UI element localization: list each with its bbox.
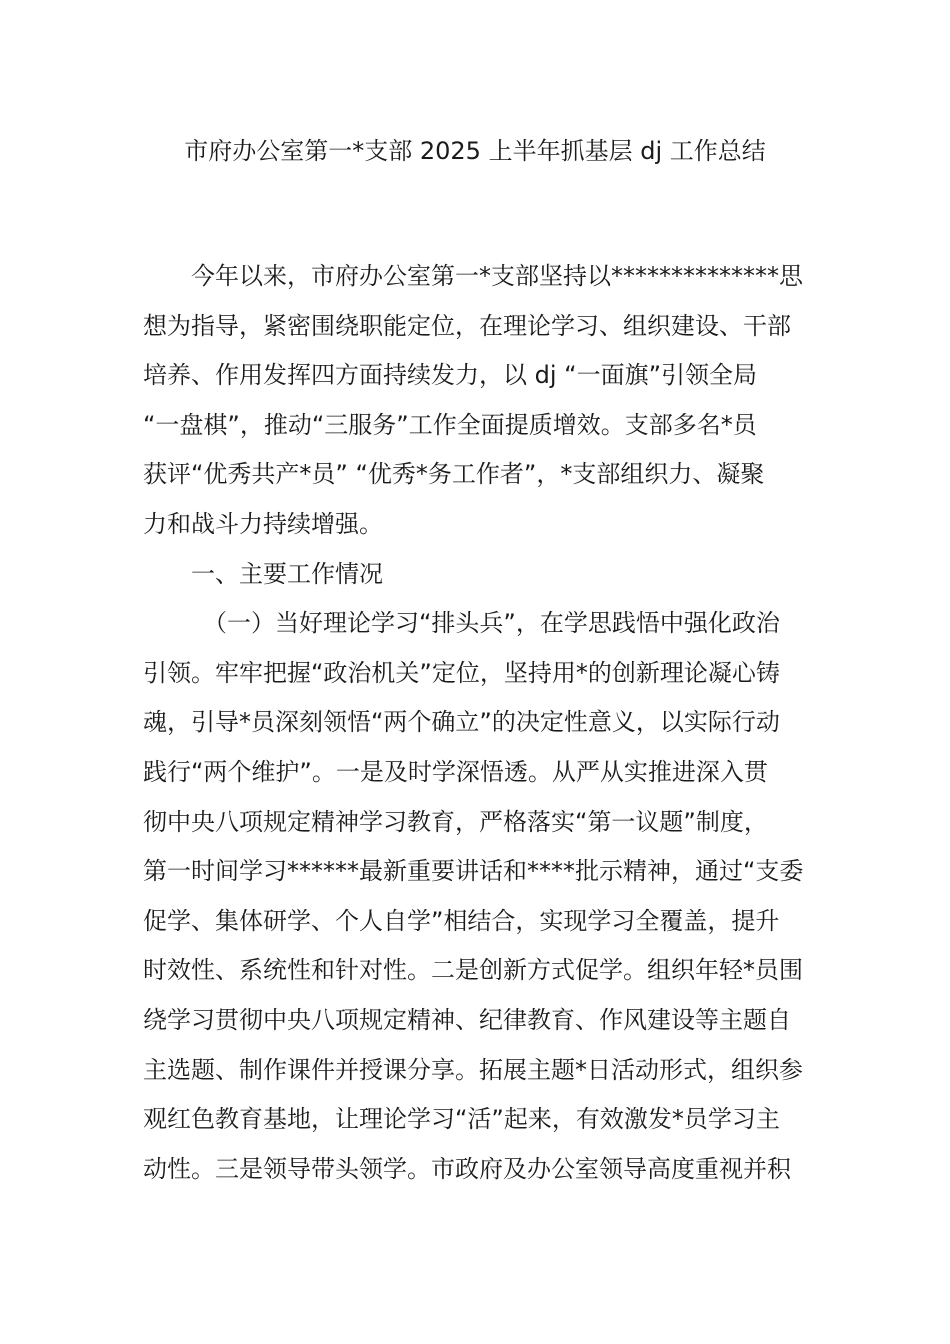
paragraph-line-19: 动性。三是领导带头领学。市政府及办公室领导高度重视并积 (143, 1154, 791, 1183)
paragraph-line-9: 引领。牢牢把握“政治机关”定位，坚持用*的创新理论凝心铸 (143, 658, 780, 687)
paragraph-line-16: 绕学习贯彻中央八项规定精神、纪律教育、作风建设等主题自 (143, 1005, 791, 1034)
paragraph-line-17: 主选题、制作课件并授课分享。拓展主题*日活动形式，组织参 (143, 1055, 803, 1084)
paragraph-line-3: 培养、作用发挥四方面持续发力，以 dj “一面旗”引领全局 (143, 361, 758, 390)
paragraph-line-11: 践行“两个维护”。一是及时学深悟透。从严从实推进深入贯 (143, 757, 768, 786)
paragraph-line-6: 力和战斗力持续增强。 (143, 509, 383, 538)
document-body (143, 252, 807, 1194)
paragraph-line-13: 第一时间学习******最新重要讲话和****批示精神，通过“支委 (143, 857, 804, 886)
document-title: 市府办公室第一*支部 2025 上半年抓基层 dj 工作总结 (184, 137, 766, 165)
paragraph-line-15: 时效性、系统性和针对性。二是创新方式促学。组织年轻*员围 (143, 956, 803, 985)
paragraph-line-4: “一盘棋”，推动“三服务”工作全面提质增效。支部多名*员 (143, 410, 757, 439)
paragraph-line-2: 想为指导，紧密围绕职能定位，在理论学习、组织建设、干部 (143, 311, 791, 340)
paragraph-line-18: 观红色教育基地，让理论学习“活”起来，有效激发*员学习主 (143, 1105, 780, 1134)
paragraph-line-10: 魂，引导*员深刻领悟“两个确立”的决定性意义，以实际行动 (143, 708, 780, 737)
paragraph-line-14: 促学、集体研学、个人自学”相结合，实现学习全覆盖，提升 (143, 906, 780, 935)
paragraph-line-12: 彻中央八项规定精神学习教育，严格落实“第一议题”制度， (143, 807, 768, 836)
subsection-heading-line: （一）当好理论学习“排头兵”，在学思践悟中强化政治 (203, 609, 780, 638)
paragraph-line-5: 获评“优秀共产*员” “优秀*务工作者”，*支部组织力、凝聚 (143, 460, 765, 489)
section-heading: 一、主要工作情况 (191, 559, 383, 588)
paragraph-line-1: 今年以来，市府办公室第一*支部坚持以**************思 (191, 262, 803, 290)
